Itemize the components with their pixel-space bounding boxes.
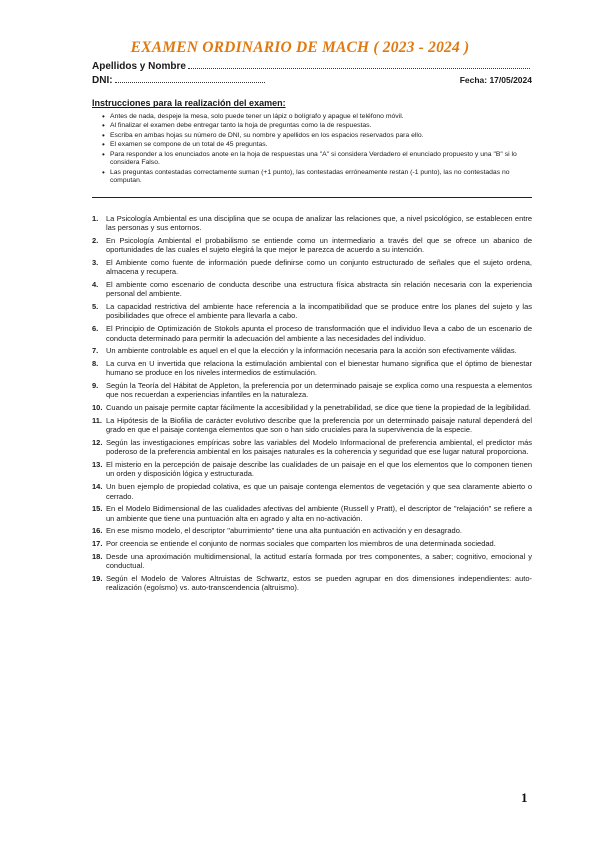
page-number: 1 xyxy=(521,790,528,805)
dni-field-row xyxy=(92,76,532,85)
section-divider xyxy=(92,197,532,198)
instructions-title: Instrucciones para la realización del examen: xyxy=(92,98,286,109)
question-number: 18. xyxy=(92,551,103,561)
question-item xyxy=(92,416,532,435)
dni-dotted-line xyxy=(115,81,265,83)
question-number: 7. xyxy=(92,346,99,356)
question-item xyxy=(92,526,532,535)
question-number: 14. xyxy=(92,482,103,492)
question-text: El ambiente como escenario de conducta describe una estructura física abstracta sin relación necesaria con la experiencia personal del ambiente. xyxy=(106,279,532,299)
question-number: 11. xyxy=(92,415,103,425)
question-text: El misterio en la percepción de paisaje describe las cualidades de un paisaje en el que los elementos que lo componen tienen un orden y disposición lógica y estructurada. xyxy=(106,460,532,479)
question-item xyxy=(92,359,532,378)
instruction-item: • Al finalizar el examen debe entregar tanto la hoja de preguntas como la de respuestas. xyxy=(102,122,532,130)
question-item xyxy=(92,539,532,548)
question-text: Según las investigaciones empíricas sobre las variables del Modelo Informacional de preferencia ambiental, el predictor más poderoso de la preferencia ambiental en los paisajes naturales es la coherencia y seguridad que ese lugar natural proporciona. xyxy=(106,437,532,457)
dni-label: DNI: xyxy=(92,75,113,87)
exam-date: Fecha: 17/05/2024 xyxy=(459,75,532,86)
question-item xyxy=(92,574,532,593)
instruction-item: • Antes de nada, despeje la mesa, solo puede tener un lápiz o bolígrafo y apague el teléfono móvil. xyxy=(102,113,532,121)
question-item xyxy=(92,236,532,255)
question-number: 6. xyxy=(92,324,99,334)
question-text: En ese mismo modelo, el descriptor "aburrimiento" tiene una alta puntuación en activación y en desagrado. xyxy=(106,526,462,536)
question-text: Un ambiente controlable es aquel en el que la elección y la información necesaria para la acción son efectivamente válidas. xyxy=(106,346,517,356)
question-item xyxy=(92,504,532,523)
question-number: 12. xyxy=(92,437,103,447)
question-number: 15. xyxy=(92,504,103,514)
question-item xyxy=(92,214,532,233)
question-number: 8. xyxy=(92,358,99,368)
question-text: Por creencia se entiende el conjunto de normas sociales que comparten los miembros de una determinada sociedad. xyxy=(106,539,496,549)
question-text: La Hipótesis de la Biofilia de carácter evolutivo describe que la preferencia por un determinado paisaje natural dependerá del grado en que el paisaje contenga elementos que son o han sido cruciales para la supervivencia de la especie. xyxy=(106,415,532,435)
scanned-exam-sheet xyxy=(92,62,532,596)
question-number: 17. xyxy=(92,539,103,549)
question-item xyxy=(92,482,532,501)
question-number: 3. xyxy=(92,257,99,267)
question-number: 1. xyxy=(92,213,99,223)
instruction-item: • Escriba en ambas hojas su número de DNI, su nombre y apellidos en los espacios reservados para ello. xyxy=(102,132,532,140)
question-item xyxy=(92,381,532,400)
name-field-row xyxy=(92,62,532,71)
question-number: 10. xyxy=(92,403,103,413)
question-number: 4. xyxy=(92,279,99,289)
question-item xyxy=(92,324,532,343)
question-text: Según el Modelo de Valores Altruistas de Schwartz, estos se pueden agrupar en dos dimensiones independientes: auto-realización (egoísmo) vs. auto-transcendencia (altruismo). xyxy=(106,573,532,593)
question-text: La capacidad restrictiva del ambiente hace referencia a la incompatibilidad que se produce entre los planes del sujeto y las posibilidades que ofrece el ambiente para llevarla a cabo. xyxy=(106,302,532,321)
question-text: Según la Teoría del Hábitat de Appleton, la preferencia por un determinado paisaje se explica como una respuesta a elementos que nos recuerdan a experiencias infantiles en la naturaleza. xyxy=(106,381,532,400)
question-list xyxy=(92,214,532,593)
instructions-list xyxy=(92,113,532,185)
question-item xyxy=(92,302,532,321)
instruction-item: • Para responder a los enunciados anote en la hoja de respuestas una "A" si considera Verdadero el enunciado propuesto y una "B" si lo considera Falso. xyxy=(102,151,532,167)
instruction-item: • Las preguntas contestadas correctamente suman (+1 punto), las contestadas erróneamente restan (-1 punto), las no contestadas no computan. xyxy=(102,169,532,185)
exam-title: EXAMEN ORDINARIO DE MACH ( 2023 - 2024 ) xyxy=(130,39,470,56)
question-text: En el Modelo Bidimensional de las cualidades afectivas del ambiente (Russell y Pratt), el descriptor de "relajación" se refiere a un ambiente que tiene una puntuación alta en agrado y alta en no-activación. xyxy=(106,504,532,523)
name-dotted-line xyxy=(188,67,530,69)
question-number: 19. xyxy=(92,573,103,583)
question-text: La Psicología Ambiental es una disciplina que se ocupa de analizar las relaciones que, a nivel psicológico, se establecen entre las personas y sus entornos. xyxy=(106,213,532,232)
question-number: 5. xyxy=(92,302,99,312)
question-text: La curva en U invertida que relaciona la estimulación ambiental con el bienestar humano significa que el óptimo de bienestar humano se produce en los niveles intermedios de estimulación. xyxy=(106,358,532,378)
name-label: Apellidos y Nombre xyxy=(92,61,186,72)
question-item xyxy=(92,438,532,457)
question-text: El Ambiente como fuente de información puede definirse como un conjunto estructurado de señales que el sujeto ordena, almacena y recupera. xyxy=(106,257,532,277)
question-number: 9. xyxy=(92,381,99,391)
question-item xyxy=(92,346,532,355)
question-item xyxy=(92,280,532,299)
question-text: Un buen ejemplo de propiedad colativa, es que un paisaje contenga elementos de vegetación y que sea claramente abierto o cerrado. xyxy=(106,482,532,501)
question-item xyxy=(92,258,532,277)
question-text: En Psicología Ambiental el probabilismo se entiende como un intermediario a través del que se ofrece un abanico de oportunidades de las cuales el sujeto elegirá la que mejor le parezca de acuerdo a su intención. xyxy=(106,235,532,255)
question-number: 13. xyxy=(92,460,103,470)
question-item xyxy=(92,552,532,571)
question-text: Cuando un paisaje permite captar fácilmente la accesibilidad y la penetrabilidad, se dice que tiene la propiedad de la legibilidad. xyxy=(106,403,531,413)
question-item xyxy=(92,460,532,479)
question-text: Desde una aproximación multidimensional, la actitud estaría formada por tres componentes, a saber; cognitivo, emocional y conductual. xyxy=(106,551,532,571)
question-item xyxy=(92,403,532,412)
question-number: 16. xyxy=(92,526,103,536)
question-text: El Principio de Optimización de Stokols apunta el proceso de transformación que el individuo lleva a cabo de un escenario de conducta determinado para permitir la adecuación del ambiente a las necesidades del individuo. xyxy=(106,324,532,343)
question-number: 2. xyxy=(92,235,99,245)
instruction-item: • El examen se compone de un total de 45 preguntas. xyxy=(102,141,532,149)
